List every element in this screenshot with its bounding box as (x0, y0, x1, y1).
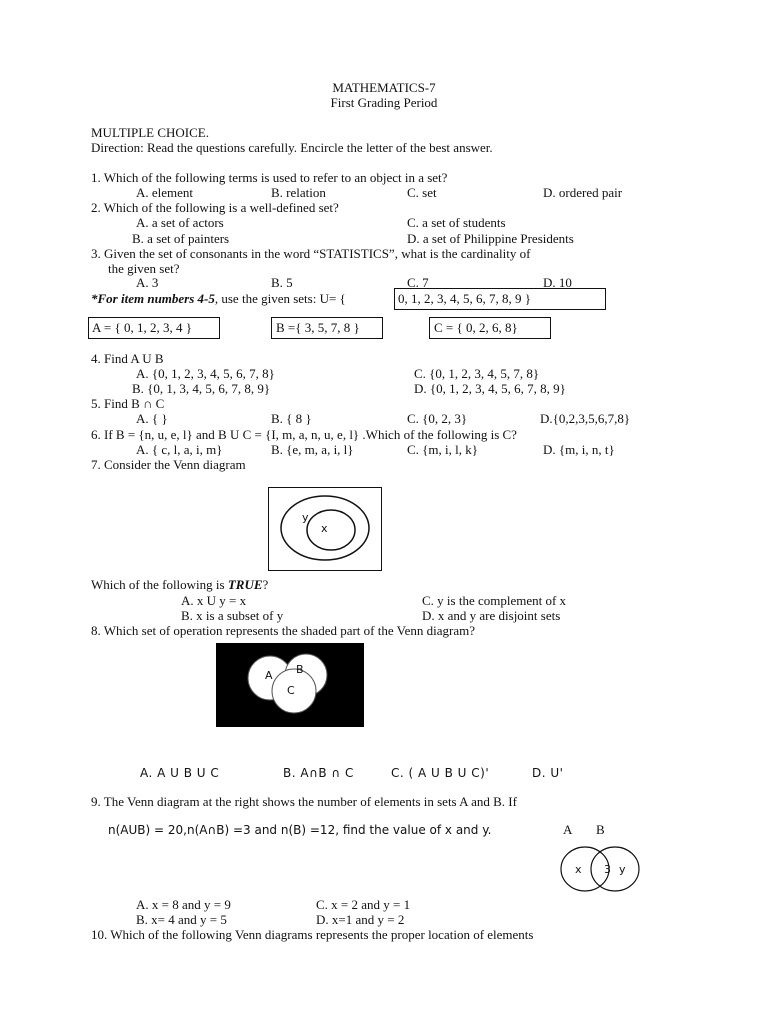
items45-emphasis: For item numbers 4-5 (97, 291, 215, 306)
set-c-box (429, 317, 551, 339)
q1-option-d[interactable]: D. ordered pair (543, 185, 623, 200)
q4-option-d[interactable]: D. {0, 1, 2, 3, 4, 5, 6, 7, 8, 9} (414, 381, 566, 396)
q2-stem: 2. Which of the following is a well-defined set? (91, 200, 339, 215)
q7-option-d[interactable]: D. x and y are disjoint sets (422, 608, 561, 623)
q9-option-a[interactable]: A. x = 8 and y = 9 (136, 897, 231, 912)
q9-label-x: x (575, 863, 582, 876)
q7-question (91, 577, 268, 592)
q4-stem: 4. Find A U B (91, 351, 164, 366)
items45-prefix: * (91, 291, 98, 306)
q8-label-a: A (265, 669, 273, 682)
q3-option-b[interactable]: B. 5 (271, 275, 293, 290)
q9-set-b-label: B (596, 822, 605, 837)
q9-set-b-ellipse (591, 847, 639, 891)
q9-venn-svg (555, 843, 645, 895)
q1-option-a[interactable]: A. element (136, 185, 194, 200)
q8-venn-diagram (216, 643, 364, 727)
q2-option-c[interactable]: C. a set of students (407, 215, 506, 230)
q7-option-b[interactable]: B. x is a subset of y (181, 608, 284, 623)
q5-option-d[interactable]: D.{0,2,3,5,6,7,8} (540, 411, 631, 426)
set-a: A = { 0, 1, 2, 3, 4 } (92, 320, 192, 335)
q4-option-a[interactable]: A. {0, 1, 2, 3, 4, 5, 6, 7, 8} (136, 366, 275, 381)
q9-label-mid: 3 (604, 863, 611, 876)
set-b: B ={ 3, 5, 7, 8 } (276, 320, 360, 335)
q3-stem-cont: the given set? (108, 261, 180, 276)
q1-option-b[interactable]: B. relation (271, 185, 326, 200)
q7-label-y: y (302, 511, 309, 524)
q9-option-b[interactable]: B. x= 4 and y = 5 (136, 912, 227, 927)
set-a-box (88, 317, 220, 339)
q1-stem: 1. Which of the following terms is used to refer to an object in a set? (91, 170, 448, 185)
q8-label-c: C (287, 684, 295, 697)
q7-label-x: x (321, 522, 328, 535)
q6-option-d[interactable]: D. {m, i, n, t} (543, 442, 615, 457)
q6-stem: 6. If B = {n, u, e, l} and B U C = {I, m, a, n, u, e, l} .Which of the following is C? (91, 427, 517, 442)
direction-text: Direction: Read the questions carefully. Encircle the letter of the best answer. (91, 140, 493, 155)
q5-option-a[interactable]: A. { } (136, 411, 168, 426)
q8-option-b[interactable]: B. A∩B ∩ C (283, 766, 354, 780)
set-b-box (271, 317, 383, 339)
page-subtitle: First Grading Period (330, 95, 438, 110)
q7-venn-diagram (268, 487, 382, 571)
q5-option-b[interactable]: B. { 8 } (271, 411, 312, 426)
q1-option-c[interactable]: C. set (407, 185, 437, 200)
universe-set: 0, 1, 2, 3, 4, 5, 6, 7, 8, 9 } (398, 291, 531, 306)
q9-option-c[interactable]: C. x = 2 and y = 1 (316, 897, 411, 912)
q5-option-c[interactable]: C. {0, 2, 3} (407, 411, 468, 426)
q2-option-d[interactable]: D. a set of Philippine Presidents (407, 231, 574, 246)
q7-question-post: ? (262, 577, 269, 592)
q9-label-y: y (619, 863, 626, 876)
q7-question-pre: Which of the following is (91, 577, 228, 592)
q3-option-a[interactable]: A. 3 (136, 275, 159, 290)
q8-option-c[interactable]: C. ( A U B U C)' (391, 766, 490, 780)
q10-stem: 10. Which of the following Venn diagrams represents the proper location of elements (91, 927, 534, 942)
q8-option-a[interactable]: A. A U B U C (140, 766, 220, 780)
q5-stem: 5. Find B ∩ C (91, 396, 165, 411)
q6-option-a[interactable]: A. { c, l, a, i, m} (136, 442, 223, 457)
q8-stem: 8. Which set of operation represents the shaded part of the Venn diagram? (91, 623, 475, 638)
q7-question-emph: TRUE (227, 577, 263, 592)
q7-stem: 7. Consider the Venn diagram (91, 457, 246, 472)
q7-option-a[interactable]: A. x U y = x (181, 593, 247, 608)
items45-instruction (91, 291, 346, 306)
q2-option-b[interactable]: B. a set of painters (132, 231, 230, 246)
q9-option-d[interactable]: D. x=1 and y = 2 (316, 912, 405, 927)
universe-set-box (394, 288, 606, 310)
q9-given: n(AUB) = 20,n(A∩B) =3 and n(B) =12, find the value of x and y. (108, 823, 492, 837)
q3-stem: 3. Given the set of consonants in the word “STATISTICS”, what is the cardinality of (91, 246, 531, 261)
q6-option-c[interactable]: C. {m, i, l, k} (407, 442, 478, 457)
q3-option-c[interactable]: C. 7 (407, 275, 429, 290)
set-c: C = { 0, 2, 6, 8} (434, 320, 518, 335)
q9-stem: 9. The Venn diagram at the right shows the number of elements in sets A and B. If (91, 794, 517, 809)
q8-label-b: B (296, 663, 304, 676)
items45-rest: , use the given sets: U= { (214, 291, 346, 306)
page-title: MATHEMATICS-7 (332, 80, 436, 95)
set-x-ellipse (307, 510, 355, 550)
q3-option-d[interactable]: D. 10 (543, 275, 572, 290)
q7-option-c[interactable]: C. y is the complement of x (422, 593, 567, 608)
q9-set-a-ellipse (561, 847, 609, 891)
section-heading: MULTIPLE CHOICE. (91, 125, 209, 140)
q8-option-d[interactable]: D. U' (532, 766, 564, 780)
q6-option-b[interactable]: B. {e, m, a, i, l} (271, 442, 354, 457)
q2-option-a[interactable]: A. a set of actors (136, 215, 224, 230)
q4-option-b[interactable]: B. {0, 1, 3, 4, 5, 6, 7, 8, 9} (132, 381, 271, 396)
q9-set-a-label: A (563, 822, 573, 837)
q4-option-c[interactable]: C. {0, 1, 2, 3, 4, 5, 7, 8} (414, 366, 540, 381)
